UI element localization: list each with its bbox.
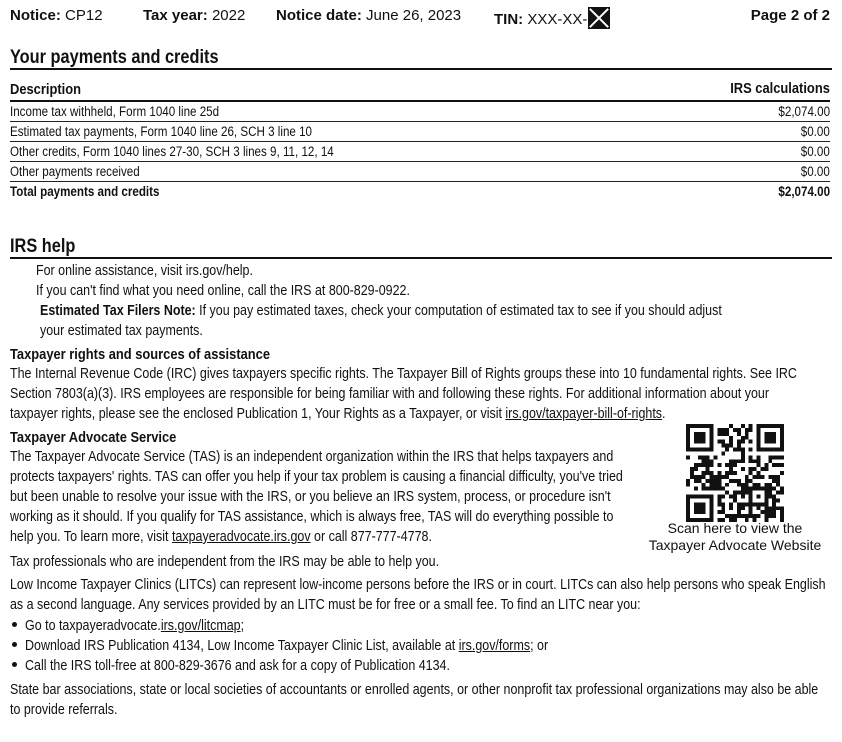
estimated-tax-note: Estimated Tax Filers Note: If you pay estimated taxes, check your computation of estimated tax to see if you should adjust [40, 303, 722, 319]
notice-number: Notice: CP12 [10, 7, 103, 24]
payments-divider [10, 68, 832, 70]
taxpayer-bill-of-rights-link[interactable]: irs.gov/taxpayer-bill-of-rights [505, 406, 663, 422]
notice-header [10, 3, 830, 27]
irs-help-heading: IRS help [10, 236, 76, 257]
irs-help-divider [10, 257, 832, 259]
taxpayer-rights-heading: Taxpayer rights and sources of assistance [10, 346, 271, 363]
table-row [10, 102, 830, 122]
qr-caption: Scan here to view the Taxpayer Advocate Website [648, 520, 822, 553]
total-label: Total payments and credits [10, 184, 160, 199]
rights-text-2: Section 7803(a)(3). IRS employees are responsible for being familiar with and following these rights. For additional information about your [10, 386, 769, 402]
row-description: Estimated tax payments, Form 1040 line 26, SCH 3 line 10 [10, 124, 313, 139]
tas-heading: Taxpayer Advocate Service [10, 429, 177, 446]
payments-heading: Your payments and credits [10, 47, 219, 68]
referrals-text-2: to provide referrals. [10, 702, 118, 718]
row-amount: $0.00 [800, 124, 830, 139]
tax-professionals-text: Tax professionals who are independent from the IRS may be able to help you. [10, 554, 440, 570]
tas-text-1: The Taxpayer Advocate Service (TAS) is an independent organization within the IRS that helps taxpayers and [10, 449, 614, 465]
table-row [10, 122, 830, 142]
row-description: Income tax withheld, Form 1040 line 25d [10, 104, 220, 119]
tin: TIN: XXX-XX- [494, 7, 610, 29]
list-item: Go to taxpayeradvocate.irs.gov/litcmap; [12, 618, 280, 634]
tas-text-4: working as it should. If you qualify for TAS assistance, which is always free, TAS will do everything possible to [10, 509, 614, 525]
taxpayer-advocate-link[interactable]: taxpayeradvocate.irs.gov [171, 529, 311, 545]
bullet-icon [12, 642, 17, 647]
referrals-text-1: State bar associations, state or local societies of accountants or enrolled agents, or other nonprofit tax professional organizations may also be able [10, 682, 819, 698]
row-amount: $2,074.00 [778, 104, 830, 119]
list-item: Download IRS Publication 4134, Low Income Taxpayer Clinic List, available at irs.gov/forms; or [12, 638, 633, 654]
litc-text-2: as a second language. Any services provided by an LITC must be for free or a small fee. To find an LITC near you: [10, 597, 641, 613]
online-assistance-text: For online assistance, visit irs.gov/help. [36, 263, 253, 279]
tas-text-2: protects taxpayers' rights. TAS can offer you help if your tax problem is causing a financial difficulty, you've tried [10, 469, 623, 485]
notice-date: Notice date: June 26, 2023 [276, 7, 462, 24]
qr-code-icon[interactable] [686, 424, 784, 522]
call-irs-text: If you can't find what you need online, call the IRS at 800-829-0922. [36, 283, 410, 299]
litcmap-link[interactable]: irs.gov/litcmap [160, 618, 241, 634]
bullet-icon [12, 662, 17, 667]
row-description: Other payments received [10, 164, 140, 179]
tas-text-3: but been unable to resolve your issue with the IRS, or you believe an IRS system, process, or procedure isn't [10, 489, 611, 505]
table-header [10, 80, 830, 102]
payments-table [10, 80, 830, 201]
col-irs-calculations: IRS calculations [730, 80, 830, 97]
estimated-tax-note-cont: your estimated tax payments. [40, 323, 203, 339]
irs-forms-link[interactable]: irs.gov/forms [458, 638, 531, 654]
tax-year: Tax year: 2022 [143, 7, 246, 24]
table-row [10, 142, 830, 162]
rights-text-3: taxpayer rights, please see the enclosed Publication 1, Your Rights as a Taxpayer, or visit irs.gov/taxpayer-bill-of-rights. [10, 406, 666, 422]
row-description: Other credits, Form 1040 lines 27-30, SCH 3 lines 9, 11, 12, 14 [10, 144, 334, 159]
table-row [10, 162, 830, 182]
total-row [10, 182, 830, 201]
bullet-icon [12, 622, 17, 627]
row-amount: $0.00 [800, 144, 830, 159]
tin-redaction-icon [588, 7, 610, 29]
rights-text-1: The Internal Revenue Code (IRC) gives taxpayers specific rights. The Taxpayer Bill of Rights groups these into 10 fundamental rights. See IRC [10, 366, 797, 382]
total-amount: $2,074.00 [778, 184, 830, 199]
page-number: Page 2 of 2 [750, 7, 830, 24]
row-amount: $0.00 [800, 164, 830, 179]
col-description: Description [10, 81, 81, 98]
tas-text-5: help you. To learn more, visit taxpayeradvocate.irs.gov or call 877-777-4778. [10, 529, 432, 545]
list-item: Call the IRS toll-free at 800-829-3676 and ask for a copy of Publication 4134. [12, 658, 519, 674]
litc-text-1: Low Income Taxpayer Clinics (LITCs) can represent low-income persons before the IRS or in court. LITCs can also help persons who speak English [10, 577, 826, 593]
